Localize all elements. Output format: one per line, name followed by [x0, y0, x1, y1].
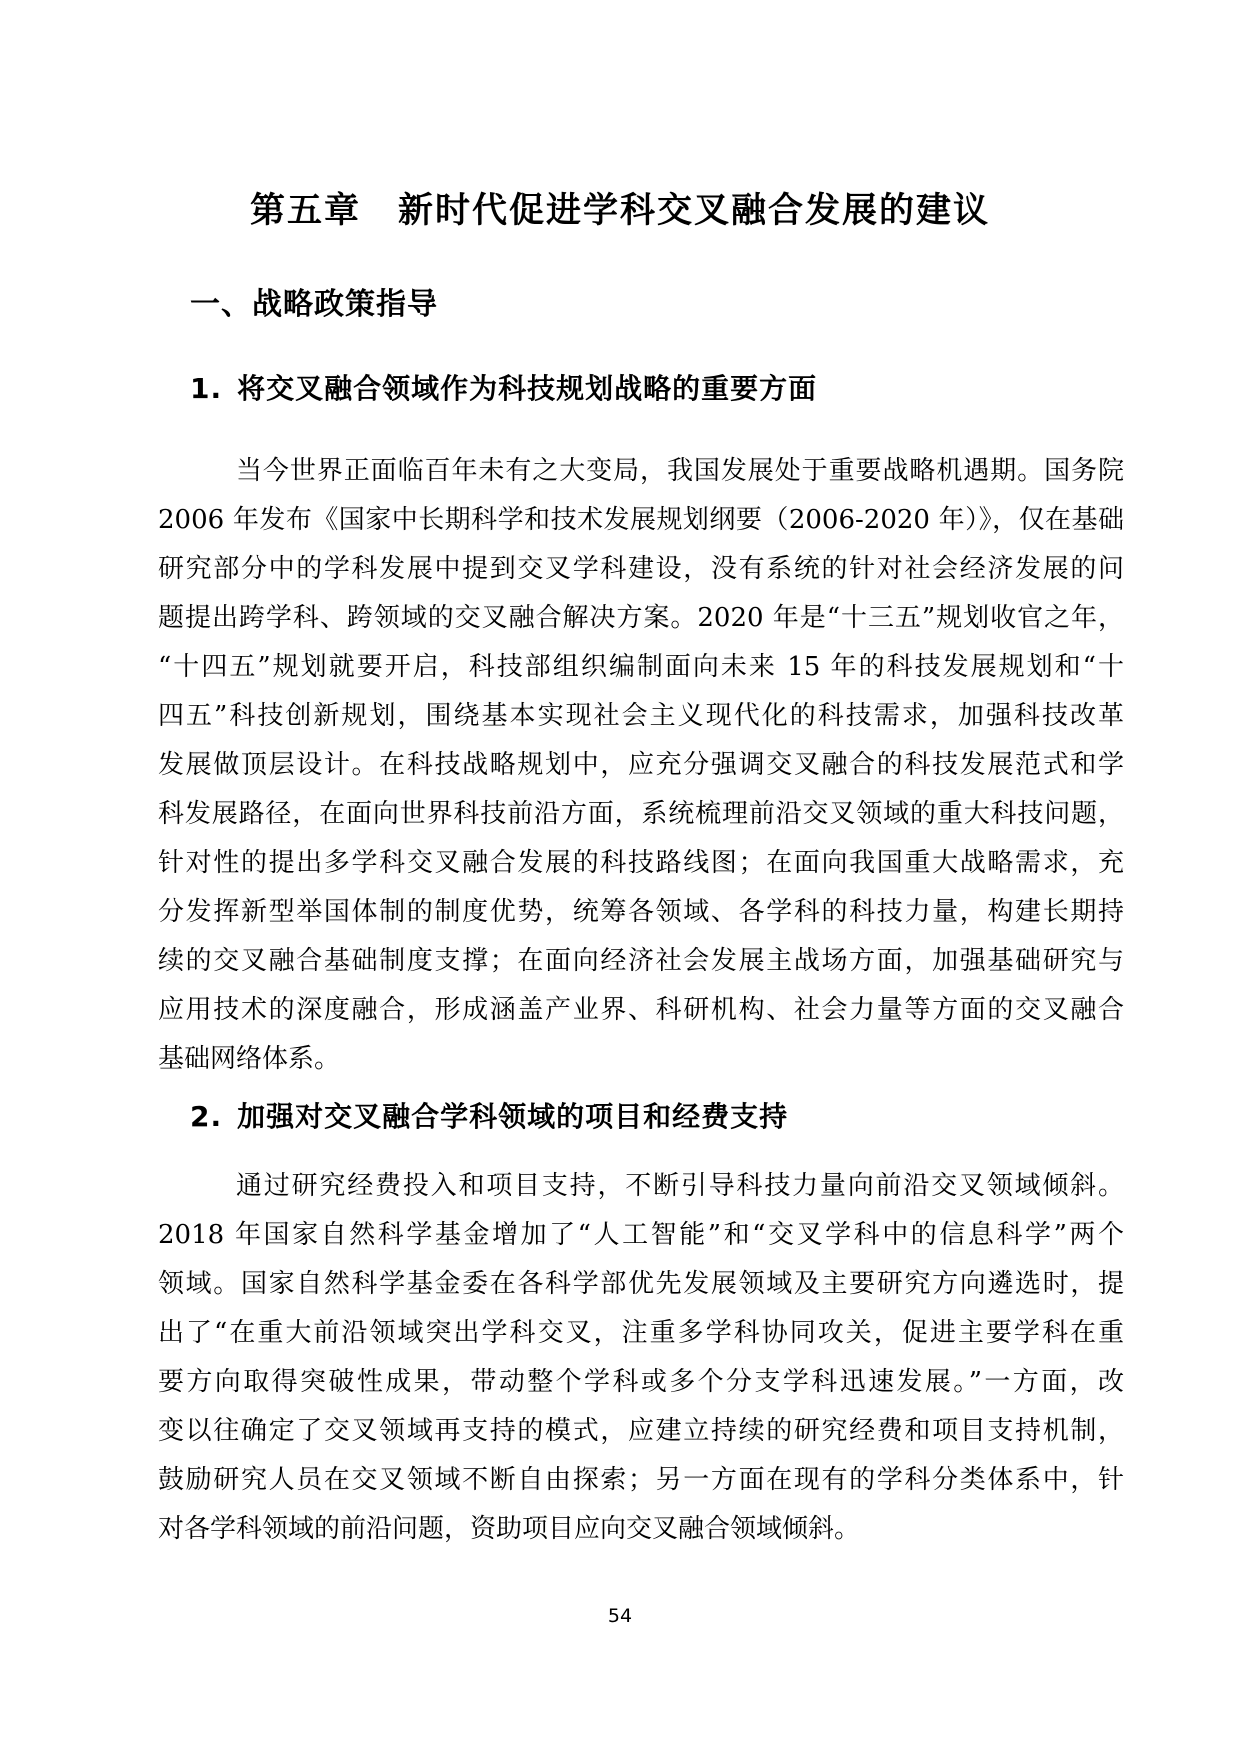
text-line: 变以往确定了交叉领域再支持的模式，应建立持续的研究经费和项目支持机制，: [158, 1416, 1124, 1446]
paragraph-2: [158, 1162, 1124, 1554]
text-line: 针对性的提出多学科交叉融合发展的科技路线图；在面向我国重大战略需求，充: [158, 848, 1124, 878]
text-line: 分发挥新型举国体制的制度优势，统筹各领域、各学科的科技力量，构建长期持: [158, 897, 1124, 927]
text-line: 基础网络体系。: [158, 1044, 341, 1074]
text-line: 发展做顶层设计。在科技战略规划中，应充分强调交叉融合的科技发展范式和学: [158, 750, 1124, 780]
section-heading: 一、战略政策指导: [190, 287, 438, 322]
text-line: 当今世界正面临百年未有之大变局，我国发展处于重要战略机遇期。国务院: [236, 456, 1124, 486]
text-line: 四五”科技创新规划，围绕基本实现社会主义现代化的科技需求，加强科技改革: [158, 701, 1124, 731]
text-line: 出了“在重大前沿领域突出学科交叉，注重多学科协同攻关，促进主要学科在重: [158, 1318, 1124, 1348]
page-number: 54: [607, 1605, 633, 1627]
text-line: 题提出跨学科、跨领域的交叉融合解决方案。2020 年是“十三五”规划收官之年，: [158, 603, 1124, 633]
text-line: 科发展路径，在面向世界科技前沿方面，系统梳理前沿交叉领域的重大科技问题，: [158, 799, 1124, 829]
text-line: 研究部分中的学科发展中提到交叉学科建设，没有系统的针对社会经济发展的问: [158, 554, 1124, 584]
text-line: 领域。国家自然科学基金委在各科学部优先发展领域及主要研究方向遴选时，提: [158, 1269, 1124, 1299]
text-line: 鼓励研究人员在交叉领域不断自由探索；另一方面在现有的学科分类体系中，针: [158, 1465, 1124, 1495]
text-line: 应用技术的深度融合，形成涵盖产业界、科研机构、社会力量等方面的交叉融合: [158, 995, 1124, 1025]
text-line: 通过研究经费投入和项目支持，不断引导科技力量向前沿交叉领域倾斜。: [236, 1171, 1124, 1201]
text-line: 续的交叉融合基础制度支撑；在面向经济社会发展主战场方面，加强基础研究与: [158, 946, 1124, 976]
paragraph-1: [158, 447, 1124, 1084]
subsection-1-heading: 1. 将交叉融合领域作为科技规划战略的重要方面: [190, 372, 818, 405]
subsection-2-heading: 2. 加强对交叉融合学科领域的项目和经费支持: [190, 1100, 789, 1133]
text-line: 2018 年国家自然科学基金增加了“人工智能”和“交叉学科中的信息科学”两个: [158, 1220, 1124, 1250]
text-line: 2006 年发布《国家中长期科学和技术发展规划纲要（2006-2020 年）》，仅在基础: [158, 505, 1124, 535]
chapter-title: 第五章 新时代促进学科交叉融合发展的建议: [249, 191, 990, 231]
text-line: “十四五”规划就要开启，科技部组织编制面向未来 15 年的科技发展规划和“十: [158, 652, 1124, 682]
text-line: 要方向取得突破性成果，带动整个学科或多个分支学科迅速发展。”一方面，改: [158, 1367, 1124, 1397]
text-line: 对各学科领域的前沿问题，资助项目应向交叉融合领域倾斜。: [158, 1514, 861, 1544]
